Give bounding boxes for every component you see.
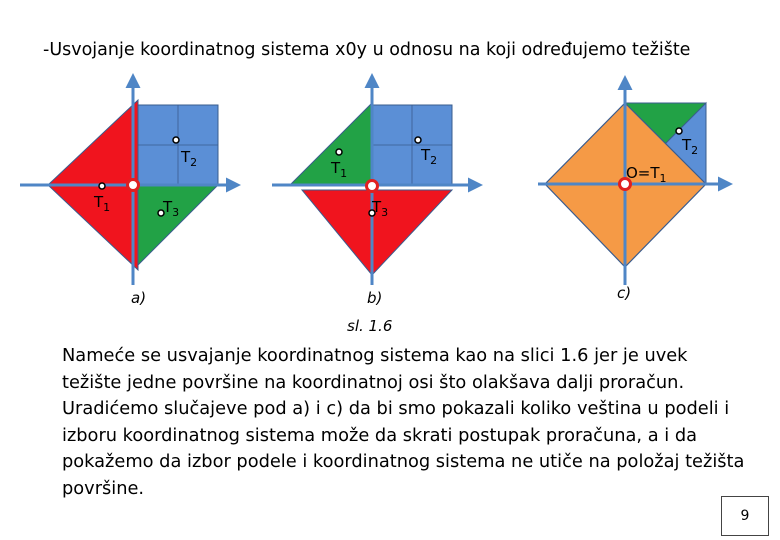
origin-marker-a — [128, 180, 139, 191]
diagram-c — [538, 78, 730, 302]
centroid-label: $T_1$ — [331, 159, 348, 180]
centroid-label: $T_1$ — [94, 193, 111, 214]
centroid-label: $T_3$ — [163, 198, 180, 219]
green-triangle-a — [138, 185, 218, 265]
origin-marker-b — [367, 181, 378, 192]
page-number: 9 — [721, 496, 769, 536]
centroid-label: $O=T_1$ — [626, 164, 667, 185]
centroid-label: $T_3$ — [372, 198, 389, 219]
diagram-label-a: a) — [131, 289, 147, 307]
centroid-point — [173, 137, 179, 143]
body-paragraph: Nameće se usvajanje koordinatnog sistema kao na slici 1.6 jer je uvek težište jedne površine na koordinatnoj osi što olakšava dalji proračun. Uradićemo slučajeve pod a) i c) da bi smo pokazali koliko veština u podeli i izboru koordinatnog sistema može da skrati postupak proračuna, a i da pokažemo da izbor podele i koordinatnog sistema ne utiče na položaj težišta površine. — [62, 345, 745, 499]
figure-caption: sl. 1.6 — [347, 317, 393, 335]
slide-heading: -Usvojanje koordinatnog sistema x0y u odnosu na koji određujemo težište — [43, 40, 691, 60]
centroid-point — [336, 149, 342, 155]
diagram-b — [272, 76, 480, 307]
diagram-a — [20, 76, 238, 307]
diagram-label-c: c) — [617, 284, 632, 302]
centroid-label: $T_2$ — [682, 136, 699, 157]
centroid-point — [676, 128, 682, 134]
centroid-label: $T_2$ — [421, 146, 438, 167]
centroid-label: $T_2$ — [181, 148, 198, 169]
centroid-point — [415, 137, 421, 143]
centroid-point — [99, 183, 105, 189]
diagram-label-b: b) — [367, 289, 383, 307]
